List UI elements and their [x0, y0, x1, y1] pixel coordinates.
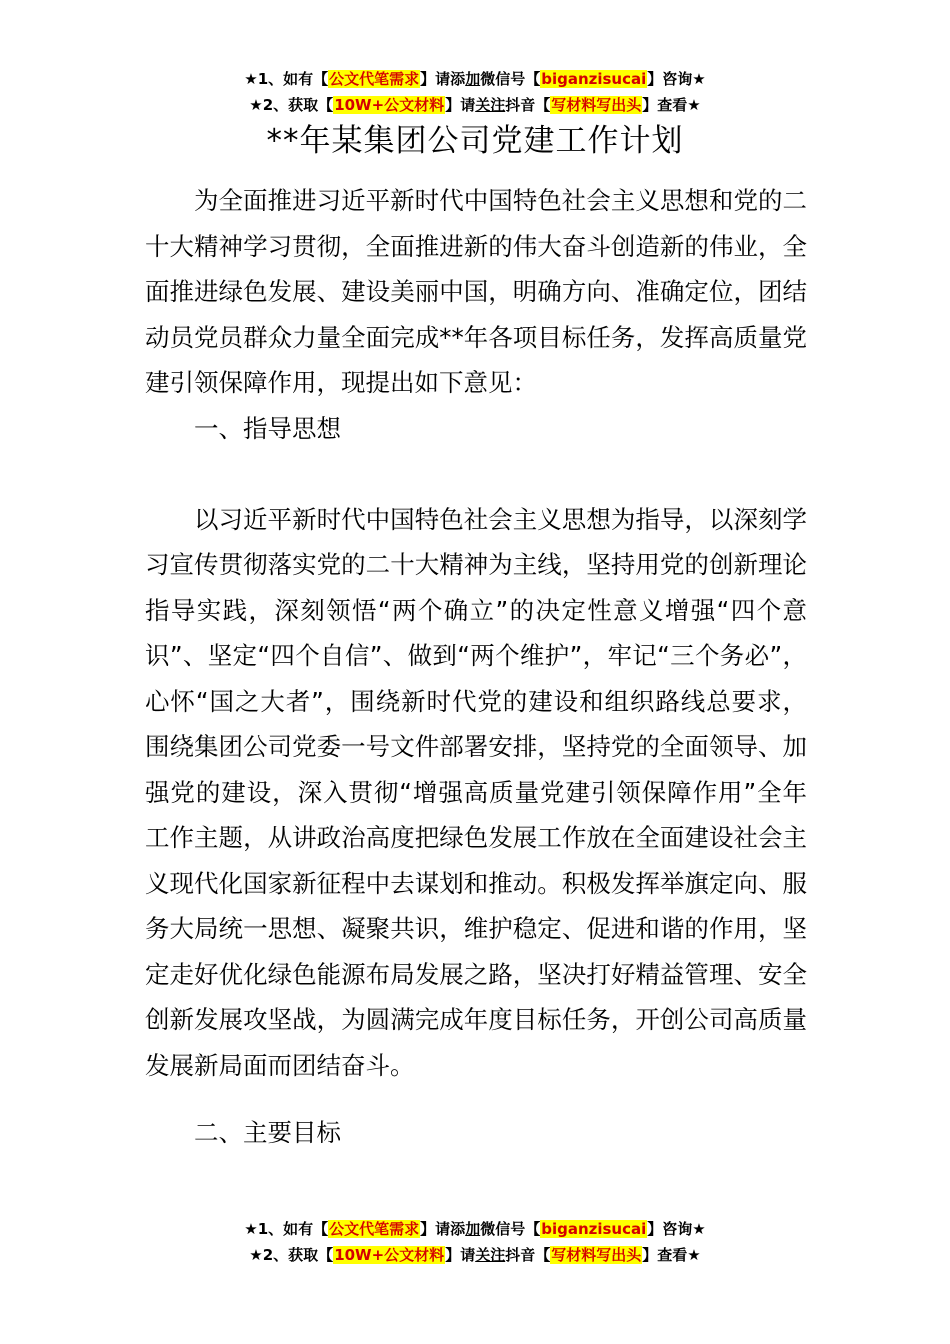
banner-text: 微信号【 [480, 70, 541, 88]
banner-text: 】咨询★ [647, 1220, 706, 1238]
banner-text: 抖音【 [505, 1246, 551, 1264]
footer-banner [0, 1216, 950, 1268]
banner-text: 】请添 [420, 1220, 466, 1238]
banner-text: 】请 [445, 96, 476, 114]
banner-text: 】请添 [420, 70, 466, 88]
header-banner [0, 66, 950, 118]
banner-text: 】查看★ [642, 96, 701, 114]
banner-text: ★2、获取【 [249, 1246, 334, 1264]
banner-underlined-text: 关注 [475, 1246, 506, 1264]
banner-text: 】查看★ [642, 1246, 701, 1264]
banner-highlight-service: 公文代笔需求 [329, 1220, 420, 1238]
guiding-ideology-paragraph: 以习近平新时代中国特色社会主义思想为指导，以深刻学习宣传贯彻落实党的二十大精神为主线，坚持用党的创新理论指导实践，深刻领悟“两个确立”的决定性意义增强“四个意识”、坚定“四个自信”、做到“两个维护”，牢记“三个务必”，心怀“国之大者”，围绕新时代党的建设和组织路线总要求，围绕集团公司党委一号文件部署安排，坚持党的全面领导、加强党的建设，深入贯彻“增强高质量党建引领保障作用”全年工作主题，从讲政治高度把绿色发展工作放在全面建设社会主义现代化国家新征程中去谋划和推动。积极发挥举旗定向、服务大局统一思想、凝聚共识，维护稳定、促进和谐的作用，坚定走好优化绿色能源布局发展之路，坚决打好精益管理、安全创新发展攻坚战，为圆满完成年度目标任务，开创公司高质量发展新局面而团结奋斗。 [145, 504, 807, 1080]
banner-highlight-service: 公文代笔需求 [329, 70, 420, 88]
section-heading-guiding-ideology: 一、指导思想 [194, 413, 341, 443]
document-body [145, 178, 807, 1201]
section-heading-main-goals: 二、主要目标 [194, 1118, 341, 1147]
banner-line-2 [0, 92, 950, 118]
banner-line-1 [0, 66, 950, 92]
banner-text: ★1、如有【 [244, 1220, 329, 1238]
banner-text: 微信号【 [480, 1220, 541, 1238]
banner-text: ★2、获取【 [249, 96, 334, 114]
banner-highlight-douyin-id: 写材料写出头 [551, 1246, 642, 1264]
banner-highlight-wechat-id: biganzisucai [541, 1220, 647, 1238]
banner-text: 抖音【 [505, 96, 551, 114]
banner-text: 】请 [445, 1246, 476, 1264]
banner-line-2 [0, 1242, 950, 1268]
banner-highlight-materials: 10W+公文材料 [334, 1246, 445, 1264]
banner-text: ★1、如有【 [244, 70, 329, 88]
banner-underlined-text: 加 [465, 1220, 481, 1238]
banner-underlined-text: 加 [465, 70, 481, 88]
intro-paragraph: 为全面推进习近平新时代中国特色社会主义思想和党的二十大精神学习贯彻，全面推进新的伟大奋斗创造新的伟业，全面推进绿色发展、建设美丽中国，明确方向、准确定位，团结动员党员群众力量全面完成**年各项目标任务，发挥高质量党建引领保障作用，现提出如下意见： [145, 186, 807, 397]
banner-highlight-wechat-id: biganzisucai [541, 70, 647, 88]
banner-line-1 [0, 1216, 950, 1242]
document-title: **年某集团公司党建工作计划 [266, 123, 684, 159]
banner-highlight-douyin-id: 写材料写出头 [551, 96, 642, 114]
banner-underlined-text: 关注 [475, 96, 506, 114]
banner-text: 】咨询★ [647, 70, 706, 88]
banner-highlight-materials: 10W+公文材料 [334, 96, 445, 114]
